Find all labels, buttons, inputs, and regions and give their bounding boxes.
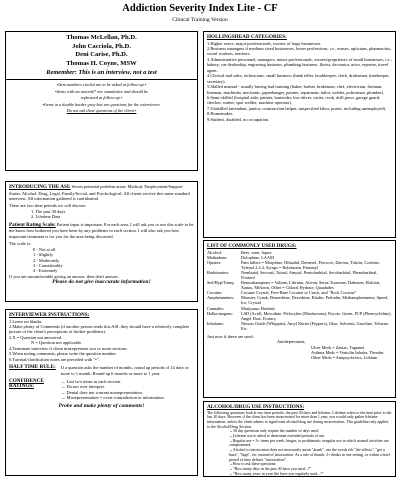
form-note: •Items in a double border gray box are questions for the interviewer.: [42, 101, 161, 107]
form-note: Do not ask these questions of the client.•: [66, 108, 137, 113]
drugs-box: [203, 240, 396, 398]
hollingshead-item: 4.Clerical and sales, technicians, small business (bank teller, bookkeeper, clerk, draftsman, timekeeper, secretary).: [207, 73, 390, 84]
hollingshead-item: 5.Skilled manual - usually having had training (baker, barber, brakeman, chef, electrician, fireman, lineman, machinist, mechanic, paperhanger, painter, repairman, tailor, welder, policeman, plumber).: [207, 84, 385, 95]
confidence-item: → Misrepresentation = overt contradiction in information.: [61, 395, 165, 401]
intro-box: [5, 181, 198, 302]
drug-category: Opiates:: [207, 259, 222, 265]
drug-category: Sed/Hyp/Tranq:: [207, 280, 235, 286]
drug-examples: Beer, wine, liquor: [241, 249, 272, 255]
instructions-box: [5, 309, 198, 476]
hollingshead-header: HOLLINGSHEAD CATEGORIES:: [207, 34, 287, 40]
alcohol-item: →"How many years in your life have you regularly used...?": [229, 471, 324, 476]
drug-category: Cocaine:: [207, 290, 223, 296]
instruction-item: 2.Make plenty of Comments (if another person reads this ASI, they should have a relatively complete picture of the client's perceptions of his/her problems).: [9, 323, 190, 335]
hollingshead-item: 9.Student, disabled, no occupation.: [207, 116, 270, 122]
drug-row: [207, 295, 392, 305]
hollingshead-item: 6.Semi-skilled (hospital aide, painter, bartender, bus driver, cutter, cook, drill press, garage guard, checker, waiter, spot welder, machine operator).: [207, 95, 381, 106]
instructions-header: INTERVIEWER INSTRUCTIONS:: [9, 312, 90, 318]
scale-lead: The scale is:: [9, 241, 32, 247]
hollingshead-item: 8.Homemaker.: [207, 111, 234, 117]
drug-examples: Benzodiazepines = Valium, Librium, Ativan, Serax Tranxene, Dalmane, Halcion, Xanax, Miltown, Other = Chloral Hydrate, Quaaludes: [241, 280, 381, 291]
confidence-label: CONFIDENCE RATINGS:: [9, 378, 44, 390]
intro-body: Seven potential problem areas: Medical, Employment/Support Status, Alcohol, Drug, Legal, Family/Social, and Psychological. All clients receive this same standard interview. All information gathered is confidential.: [9, 184, 190, 201]
drug-category: Antidepressants,: [277, 339, 306, 345]
drug-examples: Ulcer Meds = Zantac, Tagamet: [311, 344, 365, 350]
authors-box: [5, 31, 198, 171]
instruction-item: 3.X = Question not answered.: [9, 334, 63, 340]
drug-examples: Pain killers = Morphine, Dilaudid, Demerol, Percocet, Darvon, Talwin, Codeine, Tylenol 2,3,4, Syrups = Robitussin, Fentanyl: [241, 259, 380, 270]
half-time-rule: [9, 365, 194, 376]
alcohol-body: The following questions look at two time periods: the past 30 days and lifetime. Lifetime refers to the time prior to the last 30 days. However if the client has been incarcerated for more than 1 year, you would only gather lifetime information, unless the client admits to significant alcohol/drug use during incarceration. This guideline only applies to the Alcohol/Drug Section.: [207, 410, 392, 429]
instruction-item: 5.When noting comments, please write the question number.: [9, 351, 117, 357]
scale-item: 2 - Moderately: [33, 257, 60, 263]
hollingshead-item: 3.Administrative personnel, managers, minor professionals, owners/proprietors of small businesses, i.e., bakery, car dealership, engraving business, plumbing business, florist, decorator, actor, reporter, travel agent.: [207, 56, 392, 73]
intro-header: INTRODUCING THE ASI:: [9, 184, 71, 190]
drug-list: [207, 250, 392, 332]
scale-item: 4 - Extremely: [33, 268, 58, 274]
scale-item: 1 - Slightly: [33, 252, 53, 258]
period-item: 1. The past 30 days: [31, 208, 66, 214]
drug-category: Hallucinogens:: [207, 310, 234, 316]
drug-row: [207, 280, 392, 290]
drug-category: Inhalants:: [207, 320, 224, 326]
confidence-ratings: [9, 379, 194, 401]
alcohol-item: →"How many days in the past 30 have you used...?": [229, 466, 312, 471]
drug-examples: Asthma Meds = Ventolin Inhaler, Theodur: [311, 349, 384, 355]
drug-category: Cannabis:: [207, 305, 225, 311]
confidence-item: → Denial does not warrant misrepresentation.: [61, 389, 143, 395]
author-name: Thomas H. Coyne, MSW: [66, 59, 137, 67]
drug-row: [207, 311, 392, 321]
instruction-item: 1.Leave no blanks.: [9, 318, 43, 324]
drug-examples: Nembutal, Seconal, Tuinal, Amytal, Pentobarbital, Secobarbital, Phenobarbital, Fiorinol: [241, 269, 378, 280]
author-name: Thomas McLellan, Ph.D.: [66, 34, 137, 41]
drug-category: Methadone:: [207, 254, 228, 260]
drug-examples: Cocaine Crystal, Free-Base Cocaine or Crack, and "Rock Cocaine": [241, 290, 357, 296]
drug-category: Barbiturates:: [207, 269, 230, 275]
confidence-item: → Do not over interpret.: [61, 384, 105, 390]
half-time-text: If a question asks the number of months, round up periods of 14 days or more to 1 month. Round up 6 months or more to 1 year.: [61, 365, 189, 376]
divider: [6, 79, 197, 80]
author-name: Deni Carise, Ph.D.: [75, 51, 128, 59]
hollingshead-item: 7.Unskilled (attendant, janitor, construction helper, unspecified labor, porter, including unemployed).: [207, 105, 387, 111]
intro-paragraph: [9, 184, 194, 201]
instruction-item: N = Question not applicable.: [31, 340, 83, 346]
drug-row: [207, 270, 392, 280]
drug-examples: Marijuana, Hashish: [241, 305, 275, 311]
just-note-lead: Just note if these are used:: [207, 334, 254, 339]
drug-category: Alcohol:: [207, 249, 223, 255]
confidence-list: [61, 379, 165, 401]
instruction-item: 4.Terminate interview if client misrepresents two or more sections.: [9, 345, 128, 351]
author-name: John Cacciola, Ph.D.: [72, 42, 131, 50]
rating-paragraph: [9, 222, 194, 239]
drug-row: [207, 260, 392, 270]
confidence-item: → Last two items in each section.: [61, 379, 122, 385]
drug-examples: Other Meds = Antipsychotics, Lithium: [311, 354, 378, 360]
drug-category: Amphetamines:: [207, 295, 235, 301]
form-note: •Items with an asterisk* are cumulative and should be: [55, 88, 148, 94]
author-list: [9, 34, 194, 68]
form-note: rephrased at follow-up.•: [80, 95, 123, 101]
page-title: Addiction Severity Index Lite - CF: [122, 3, 278, 14]
alcohol-box: [203, 401, 396, 477]
period-item: 2. Lifetime Data: [31, 214, 61, 220]
hollingshead-item: 1.Higher execs, major professionals, owners of large businesses.: [207, 40, 322, 46]
drug-examples: Nitrous Oxide (Whippits), Amyl Nitrite (Poppers), Glue, Solvents, Gasoline, Toluene, Etc.: [241, 320, 389, 331]
drug-category: [277, 355, 311, 360]
alcohol-item: →30 day questions only require the number of days used.: [229, 429, 319, 434]
instructions-closing: Probe and make plenty of comments!: [58, 402, 145, 409]
scale-item: 3 - Considerably: [33, 262, 63, 268]
instruction-item: 6.Tutorial/clarification notes are preceded with "•".: [9, 356, 100, 362]
scale-item: 0 - Not at all: [33, 246, 56, 252]
drug-row: [277, 355, 392, 360]
rating-body: Patient input is important. For each area, I will ask you to use this scale to let me know how bothered you have been by any problems in each section. I will also ask you how important treatment is for you for the area being discussed.: [9, 221, 194, 239]
hollingshead-item: 2.Business managers if medium sized businesses, lesser professions, i.e., nurses, opticians, pharmacists, social workers, teachers.: [207, 45, 392, 57]
drugs-header: LIST OF COMMONLY USED DRUGS:: [207, 243, 297, 249]
alcohol-item: →How to ask these questions:: [229, 462, 277, 467]
drug-row: [207, 321, 392, 331]
drug-examples: Monster, Crank, Benzedrine, Dexedrine, Ritalin, Preludin, Methamphetamine, Speed, Ice, Crystal: [241, 295, 389, 306]
hollingshead-box: [203, 31, 396, 238]
uncomfortable-note: If you are uncomfortable giving an answer, then don't answer.: [9, 273, 119, 279]
alcohol-item: →Lifetime use is asked to determine extended periods of use.: [229, 434, 326, 439]
page-subtitle: Clinical Training Version: [172, 17, 228, 23]
intro-closing: Please do not give inaccurate information!: [52, 279, 151, 286]
rating-header: Patient Rating Scale:: [9, 221, 56, 228]
drug-examples: Dolophine, LAAM: [241, 254, 274, 260]
remember-note: Remember: This is an interview, not a test: [46, 69, 157, 77]
alcohol-item: →Alcohol to intoxication does not necessarily mean "drunk", use the words felt "the effects", "got a buzz", "high", etc. instead of intoxication. As a rule of thumb, 3+ drinks in one setting, or within a brief period of time defines "intoxication".: [229, 448, 390, 462]
drug-examples: LSD (Acid), Mescaline, Psilocybin (Mushrooms), Peyote, Green, PCP (Phencyclidine), Angel Dust, Ecstacy: [241, 310, 392, 321]
form-note: •Item numbers circled are to be asked at follow-up.•: [56, 82, 147, 88]
alcohol-item: →Regular use = 3+ times per week, binges, or problematic irregular use in which normal activities are compromised.: [229, 438, 389, 448]
just-note-list: [277, 339, 392, 359]
half-time-label: HALF TIME RULE:: [9, 364, 56, 371]
periods-lead: There are two time periods we will discuss:: [9, 203, 87, 209]
alcohol-header: ALCOHOL/DRUG USE INSTRUCTIONS:: [207, 404, 305, 410]
